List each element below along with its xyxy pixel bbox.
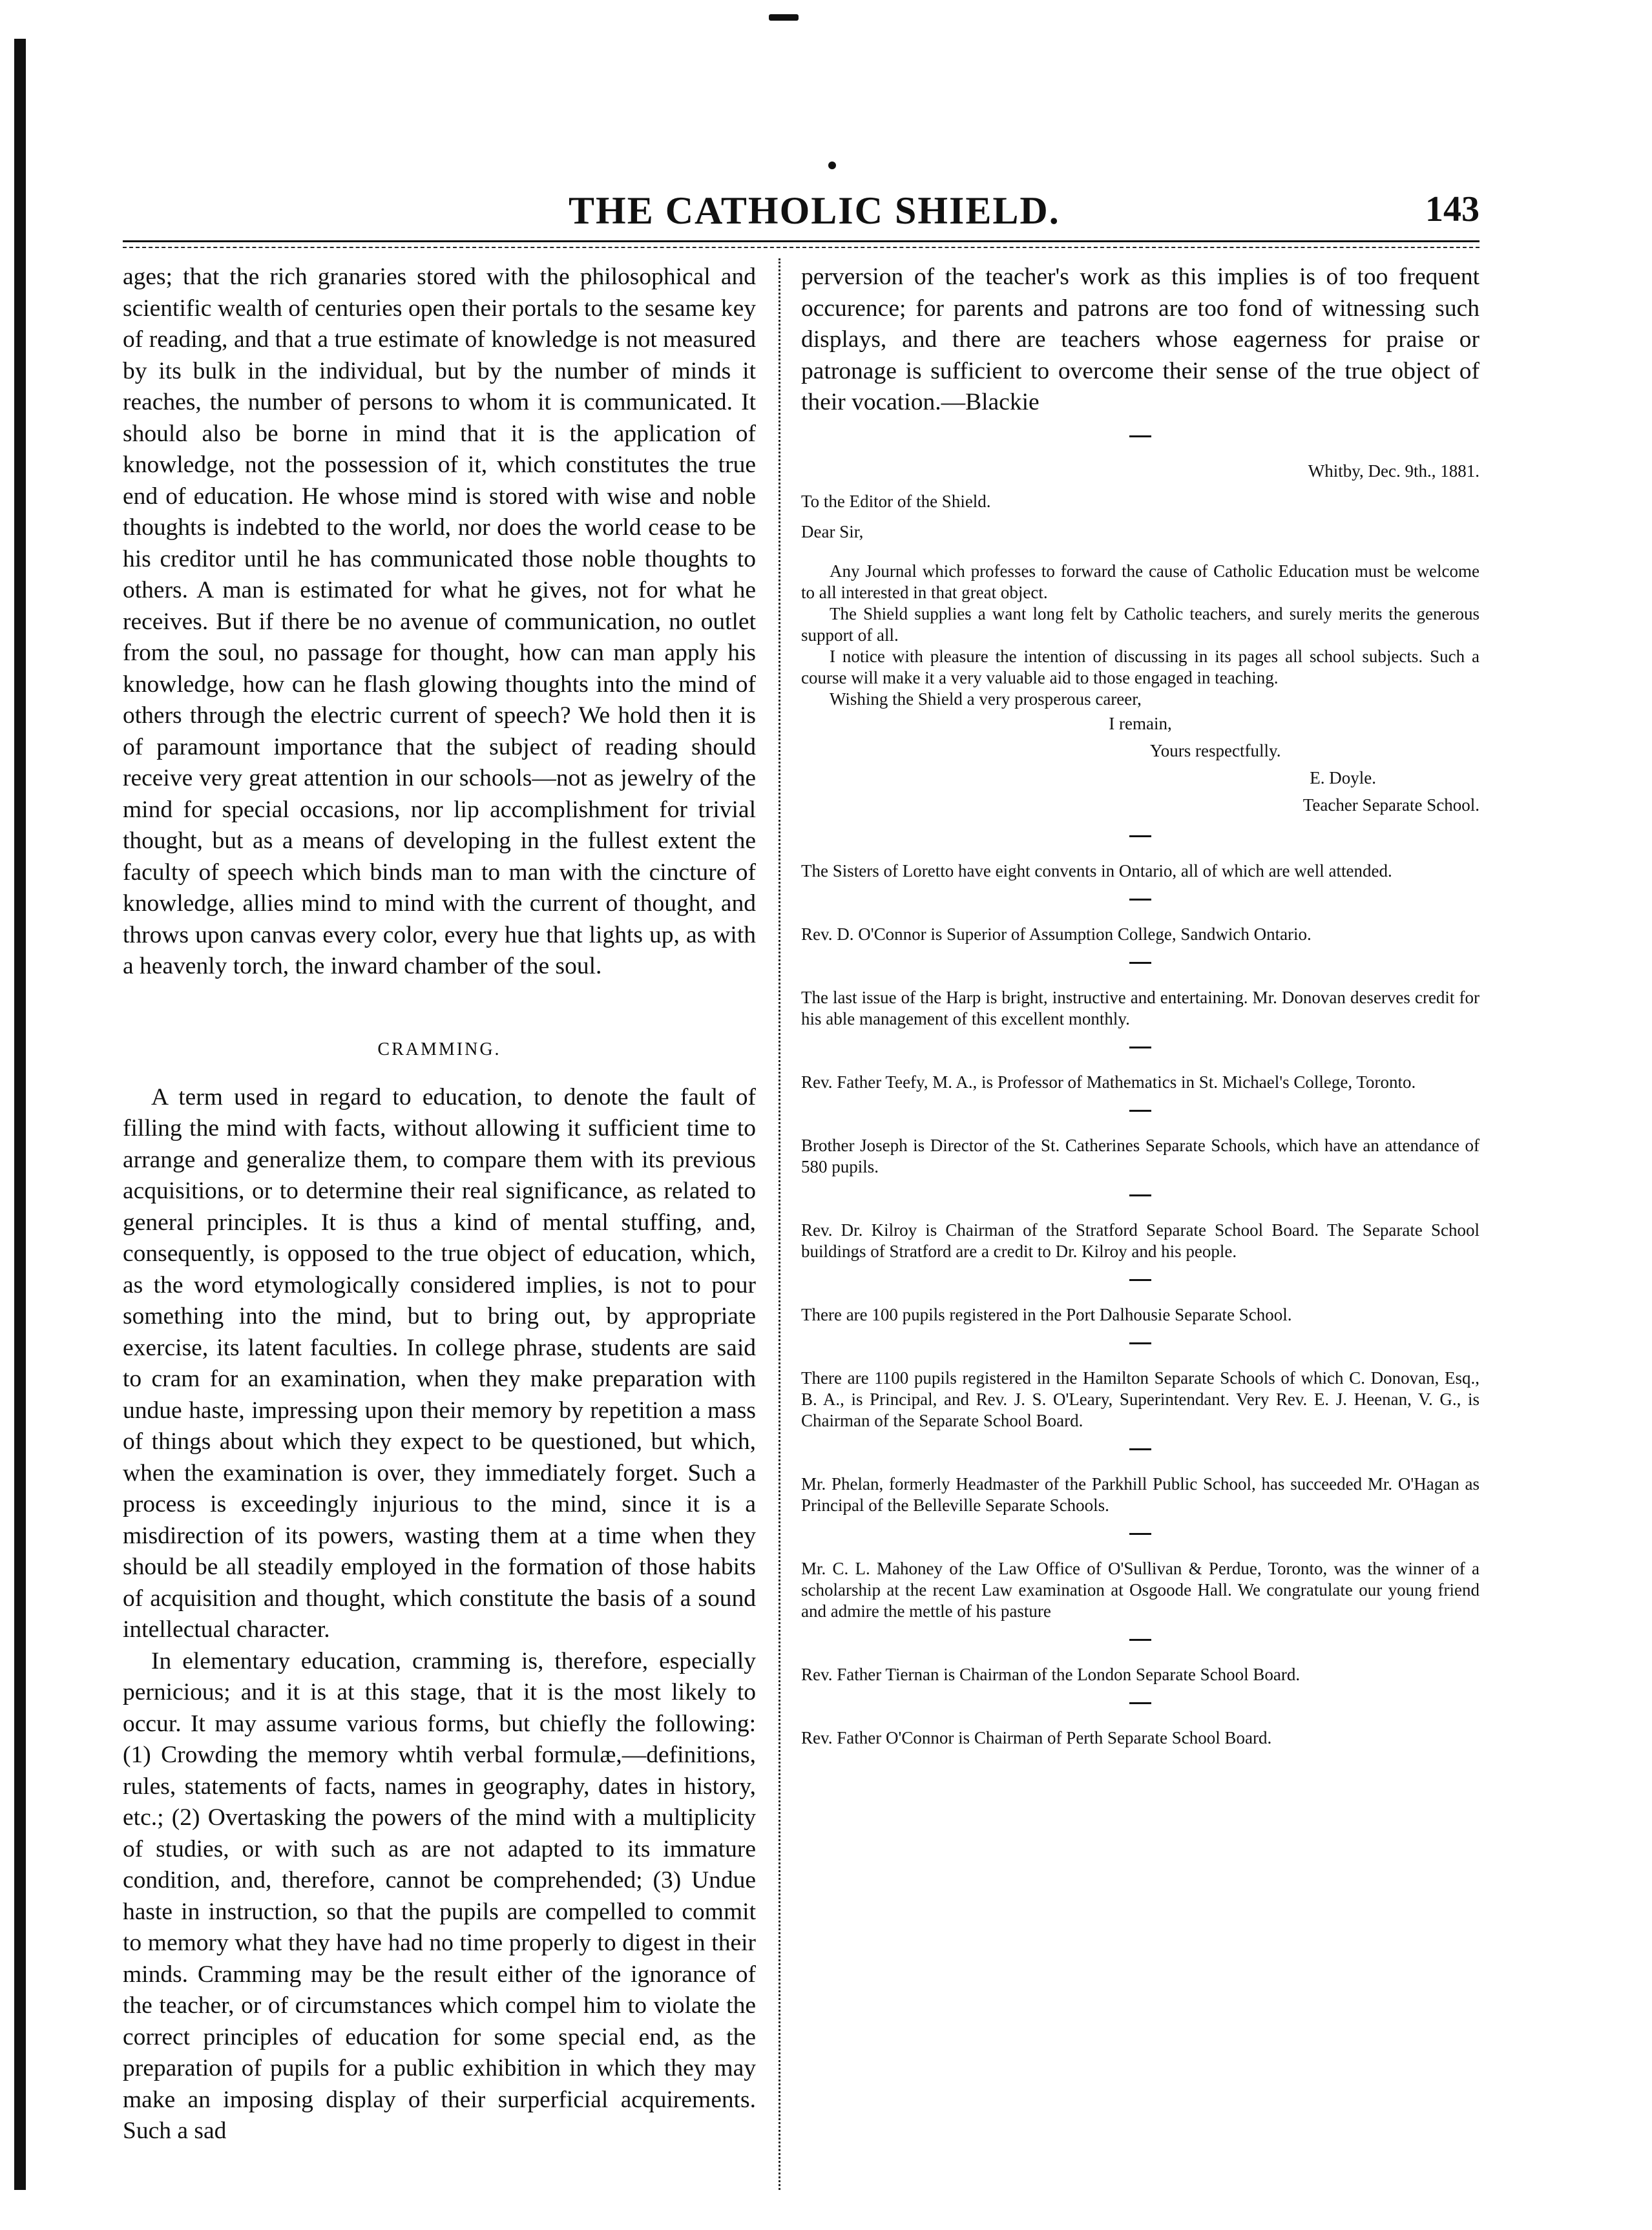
news-note: Mr. C. L. Mahoney of the Law Office of O'Sullivan & Perdue, Toronto, was the winner of a scholarship at the recent Law examination at Osgoode Hall. We congratulate our young friend and admire the mettle of his pasture xyxy=(801,1558,1479,1621)
header-rule xyxy=(123,240,1479,242)
news-note: Brother Joseph is Director of the St. Catherines Separate Schools, which have an attendance of 580 pupils. xyxy=(801,1135,1479,1176)
news-note: Mr. Phelan, formerly Headmaster of the Parkhill Public School, has succeeded Mr. O'Hagan as Principal of the Belleville Separate Schools. xyxy=(801,1474,1479,1515)
letter-salutation: Dear Sir, xyxy=(801,521,864,541)
header-rule-dashed xyxy=(123,247,1479,248)
letter-to-editor xyxy=(801,461,1479,818)
separator xyxy=(1129,1448,1151,1450)
ink-dot xyxy=(828,162,836,169)
page-number: 143 xyxy=(1425,189,1479,229)
news-note: Rev. Father Teefy, M. A., is Professor of Mathematics in St. Michael's College, Toronto. xyxy=(801,1072,1416,1092)
separator xyxy=(1129,899,1151,901)
news-note: The last issue of the Harp is bright, instructive and entertaining. Mr. Donovan deserves credit for his able management of this excellent monthly. xyxy=(801,987,1479,1028)
cramming-paragraph-1: A term used in regard to education, to denote the fault of filling the mind with facts, without allowing it sufficient time to arrange and generalize them, to compare them with its previous acquisitions, or to determine their real significance, as related to general principles. It is thus a kind of mental stuffing, and, consequently, is opposed to the true object of education, which, as the word etymologically considered implies, is not to pour something into the mind, but to bring out, by appropriate exercise, its latent faculties. In college phrase, students are said to cram for an examination, when they make preparation with undue haste, impressing upon their memory by repetition a mass of things about which they expect to be questioned, but which, when the examination is over, they immediately forget. Such a process is exceedingly injurious to the mind, since it is a misdirection of its powers, wasting them at a time when they should be all steadily employed in the formation of those habits of acquisition and thought, which constitute the basis of a sound intellectual character. xyxy=(123,1083,756,1643)
separator xyxy=(1129,435,1151,437)
running-title: THE CATHOLIC SHIELD. xyxy=(569,189,1060,232)
separator xyxy=(1129,835,1151,837)
news-note: Rev. Dr. Kilroy is Chairman of the Stratford Separate School Board. The Separate School buildings of Stratford are a credit to Dr. Kilroy and his people. xyxy=(801,1220,1479,1261)
news-note: There are 1100 pupils registered in the Hamilton Separate Schools of which C. Donovan, Esq., B. A., is Principal, and Rev. J. S. O'Leary, Superintendant. Very Rev. E. J. Heenan, V. G., is Chairman of the Separate School Board. xyxy=(801,1368,1479,1430)
news-note: Rev. Father O'Connor is Chairman of Perth Separate School Board. xyxy=(801,1727,1272,1747)
news-note: Rev. Father Tiernan is Chairman of the London Separate School Board. xyxy=(801,1664,1301,1684)
printer-mark xyxy=(769,14,799,21)
letter-paragraph: The Shield supplies a want long felt by Catholic teachers, and surely merits the generous support of all. xyxy=(801,603,1479,645)
section-heading-cramming: CRAMMING. xyxy=(377,1039,501,1059)
separator xyxy=(1129,1639,1151,1641)
page-header xyxy=(123,189,1479,234)
separator xyxy=(1129,1533,1151,1535)
separator xyxy=(1129,1279,1151,1281)
separator xyxy=(1129,1702,1151,1704)
letter-signer-title: Teacher Separate School. xyxy=(1302,795,1479,815)
reading-article-ending: ages; that the rich granaries stored with the philosophical and scientific wealth of centuries open their portals to the sesame key of reading, and that a true estimate of knowledge is not measured by its bulk in the individual, but by the number of minds it reaches, the number of persons to whom it is communicated. It should also be borne in mind that it is the application of knowledge, not the possession of it, which constitutes the true end of education. He whose mind is stored with wise and noble thoughts is indebted to the world, nor does the world cease to be his creditor until he has communicated those noble thoughts to others. A man is estimated for what he gives, not for what he receives. But if there be no avenue of communication, no outlet from the soul, no passage for thought, how can man apply his knowledge, how can he flash glowing thoughts into the mind of others through the electric current of speech? We hold then it is of paramount importance that the subject of reading should receive very great attention in our schools—not as jewelry of the mind for special occasions, nor lip accomplishment for trivial thought, but as a means of developing in the fullest extent the faculty of speech which binds man to man with the cincture of knowledge, allies mind to mind with the current of thought, and throws upon canvas every color, every hue that lights up, as with a heavenly torch, the inward chamber of the soul. xyxy=(123,264,756,979)
letter-paragraph: I notice with pleasure the intention of discussing in its pages all school subjects. Such a course will make it a very valuable aid to those engaged in teaching. xyxy=(801,646,1479,687)
letter-closing: I remain, xyxy=(1109,713,1172,733)
letter-closing: Yours respectfully. xyxy=(1150,740,1281,760)
separator xyxy=(1129,1110,1151,1112)
news-note: Rev. D. O'Connor is Superior of Assumption College, Sandwich Ontario. xyxy=(801,924,1312,944)
separator xyxy=(1129,1342,1151,1344)
column-divider xyxy=(779,258,780,2190)
letter-paragraph: Any Journal which professes to forward the cause of Catholic Education must be welcome to all interested in that great object. xyxy=(801,561,1479,602)
letter-addressee: To the Editor of the Shield. xyxy=(801,491,991,511)
letter-paragraph: Wishing the Shield a very prosperous career, xyxy=(830,689,1142,709)
separator xyxy=(1129,962,1151,964)
right-column xyxy=(801,262,1479,1749)
left-column xyxy=(123,262,756,2147)
cramming-paragraph-2: In elementary education, cramming is, therefore, especially pernicious; and it is at this stage, that it is the most likely to occur. It may assume various forms, but chiefly the following: (1) Crowding the memory whtih verbal formulæ,—definitions, rules, statements of facts, names in geography, dates in history, etc.; (2) Overtasking the powers of the mind with a multiplicity of studies, or with such as are not adapted to its immature condition, and, therefore, cannot be comprehended; (3) Undue haste in instruction, so that the pupils are compelled to commit to memory what they have had no time properly to digest in their minds. Cramming may be the result either of the ignorance of the teacher, or of circumstances which compel him to violate the correct principles of education for some special end, as the preparation of pupils for a public exhibition in which they may make an imposing display of their surperficial acquirements. Such a sad xyxy=(123,1647,756,2144)
news-note: The Sisters of Loretto have eight convents in Ontario, all of which are well attended. xyxy=(801,860,1392,881)
cramming-article-ending: perversion of the teacher's work as this implies is of too frequent occurence; for parents and patrons are too fond of witnessing such displays, and there are teachers whose eagerness for praise or patronage is sufficient to overcome their sense of the true object of their vocation.—Blackie xyxy=(801,264,1479,415)
letter-dateline: Whitby, Dec. 9th., 1881. xyxy=(1308,461,1479,481)
letter-signature: E. Doyle. xyxy=(1310,767,1376,787)
separator xyxy=(1129,1047,1151,1048)
news-note: There are 100 pupils registered in the Port Dalhousie Separate School. xyxy=(801,1304,1292,1324)
separator xyxy=(1129,1194,1151,1196)
page-binding-edge xyxy=(14,39,26,2190)
